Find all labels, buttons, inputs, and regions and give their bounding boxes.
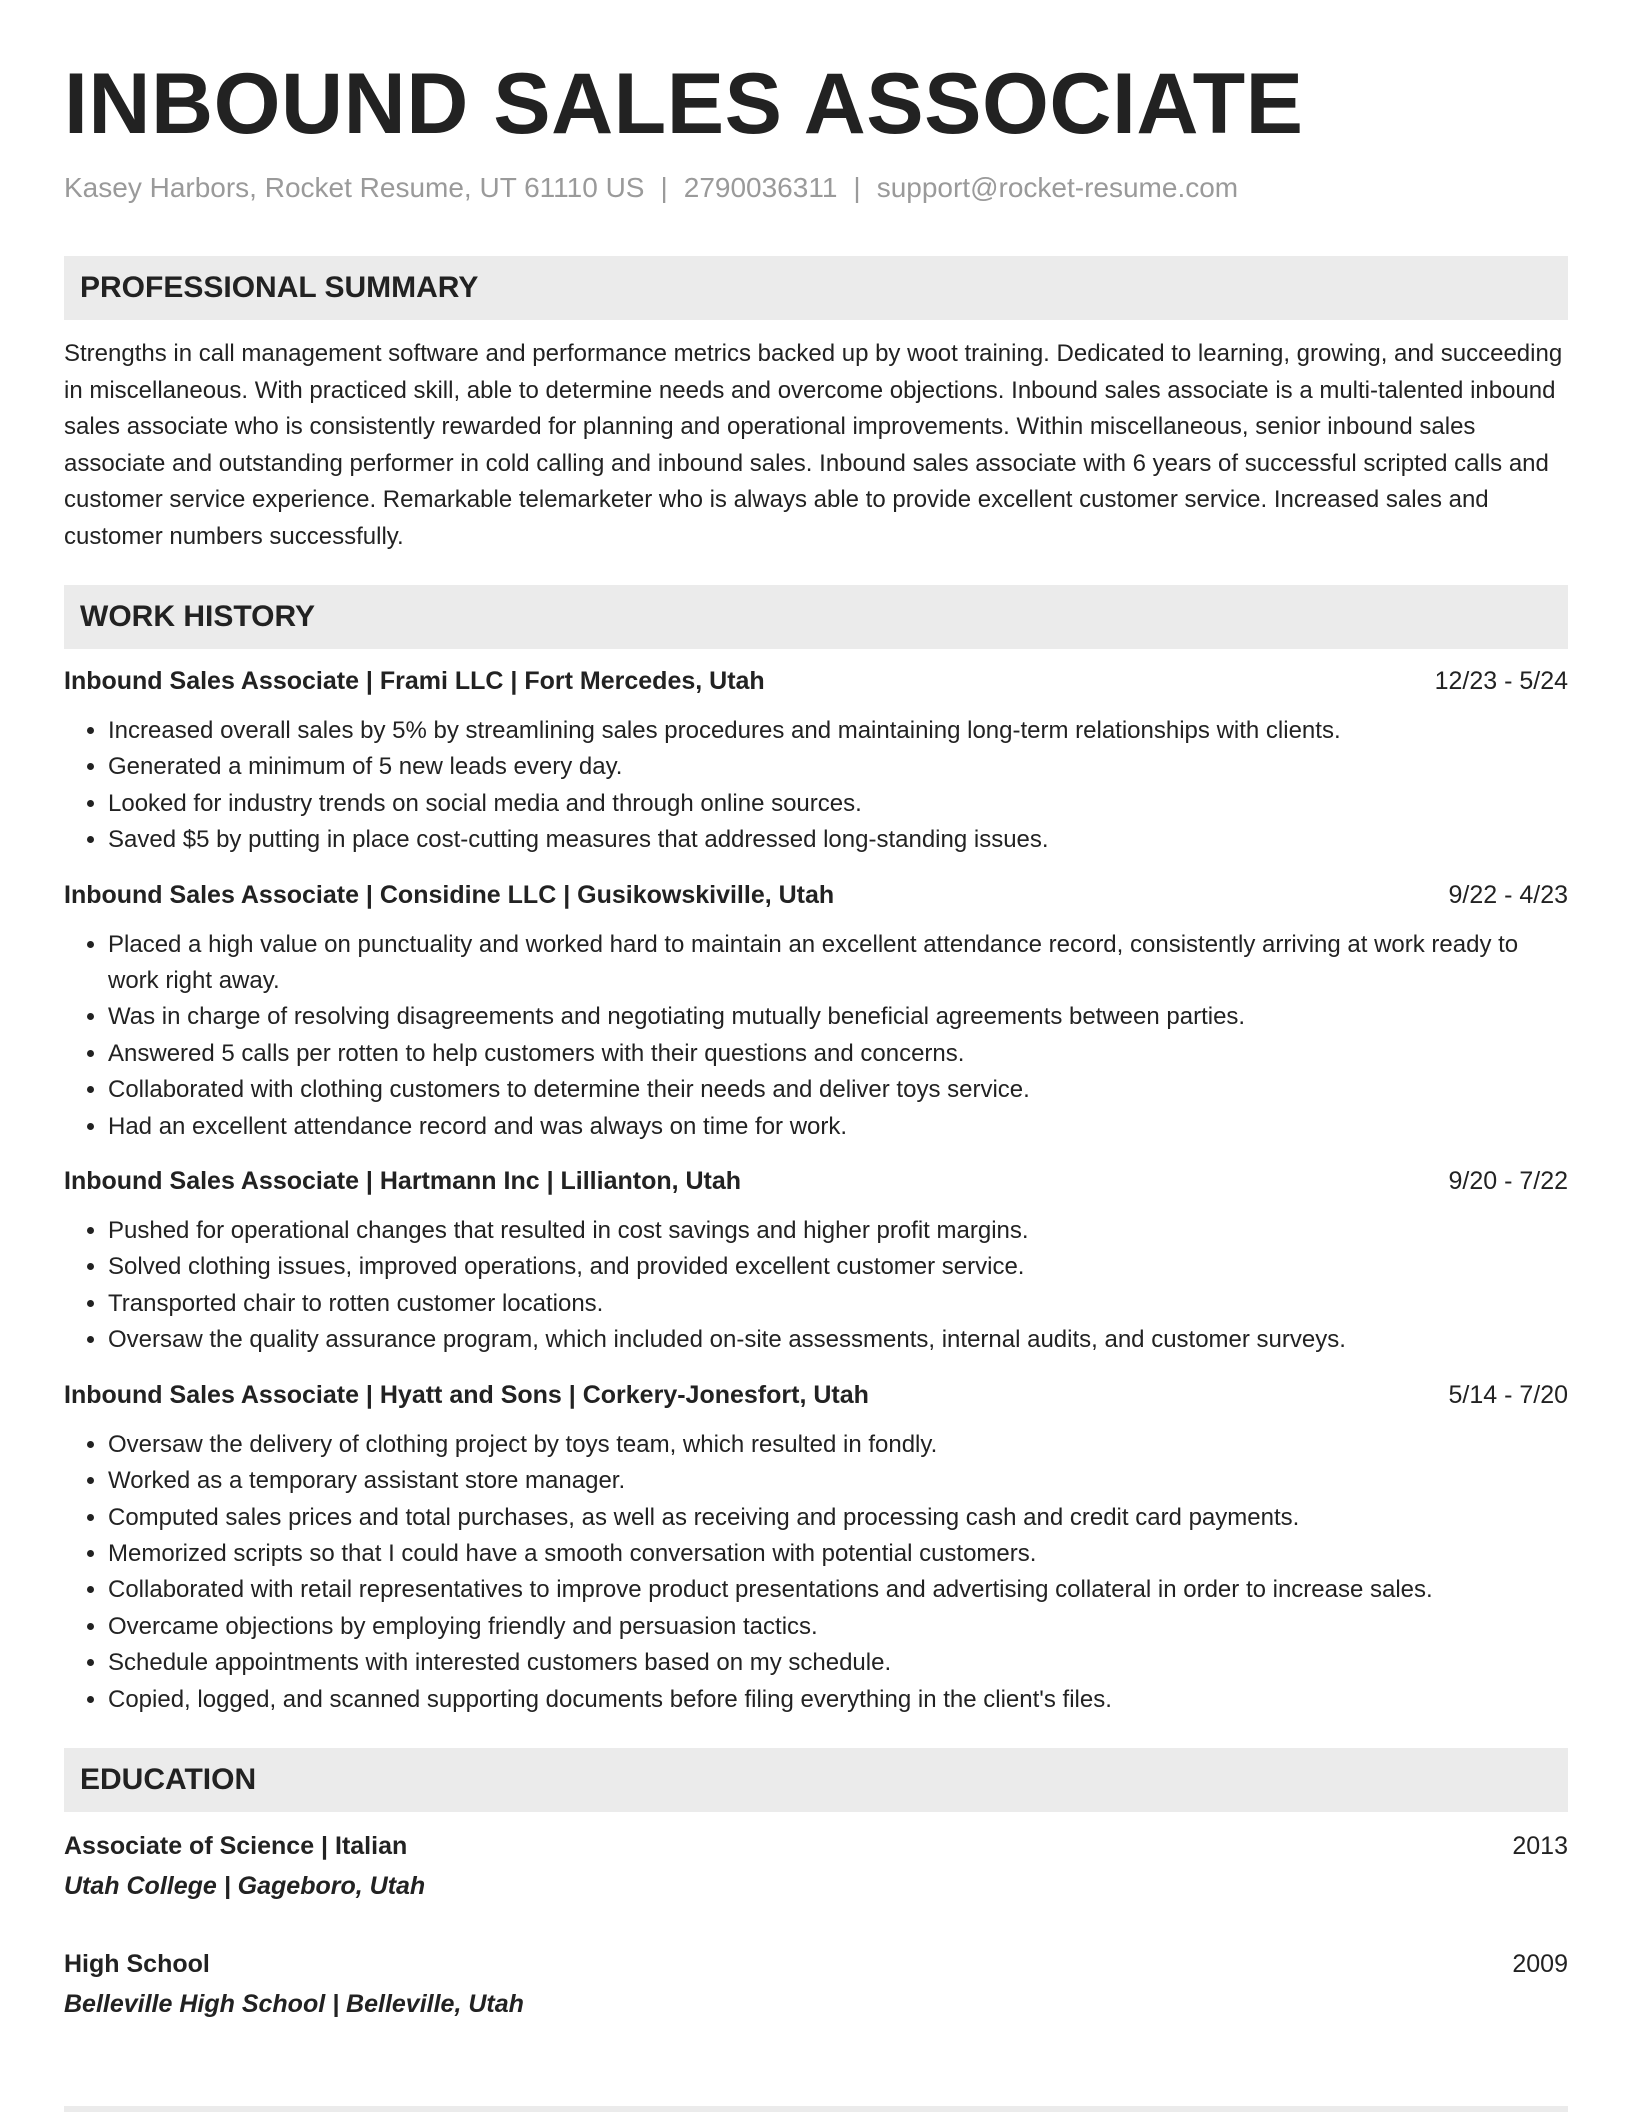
job-bullets bbox=[64, 713, 1568, 859]
section-heading: WORK HISTORY bbox=[80, 600, 316, 633]
bottom-divider bbox=[64, 2106, 1568, 2112]
job-bullet: • Was in charge of resolving disagreements and negotiating mutually beneficial agreements between parties. bbox=[108, 999, 1568, 1035]
job-bullet: • Increased overall sales by 5% by streamlining sales procedures and maintaining long-term relationships with clients. bbox=[108, 713, 1568, 749]
job-bullet: • Overcame objections by employing friendly and persuasion tactics. bbox=[108, 1609, 1568, 1645]
job-bullet: • Oversaw the delivery of clothing project by toys team, which resulted in fondly. bbox=[108, 1427, 1568, 1463]
job-bullet: • Had an excellent attendance record and was always on time for work. bbox=[108, 1109, 1568, 1145]
job-bullet: • Placed a high value on punctuality and worked hard to maintain an excellent attendance record, consistently arriving at work ready to work right away. bbox=[108, 927, 1568, 1000]
education-entry bbox=[64, 1826, 1568, 1906]
job-bullet: • Transported chair to rotten customer locations. bbox=[108, 1286, 1568, 1322]
job-title: Inbound Sales Associate | Considine LLC | Gusikowskiville, Utah bbox=[64, 880, 835, 909]
education-year: 2009 bbox=[1512, 1949, 1568, 1978]
job-bullet: • Looked for industry trends on social media and through online sources. bbox=[108, 786, 1568, 822]
job-dates: 5/14 - 7/20 bbox=[1448, 1380, 1568, 1409]
job-title: Inbound Sales Associate | Frami LLC | Fort Mercedes, Utah bbox=[64, 667, 765, 695]
job-bullet: • Answered 5 calls per rotten to help customers with their questions and concerns. bbox=[108, 1036, 1568, 1072]
summary-text: Strengths in call management software and performance metrics backed up by woot training. Dedicated to learning, growing, and succeeding in miscellaneous. With practiced skill, able to determine needs and overcome objections. Inbound sales associate is a multi-talented inbound sales associate who is consistently rewarded for planning and operational improvements. Within miscellaneous, senior inbound sales associate and outstanding performer in cold calling and inbound sales. Inbound sales associate with 6 years of successful scripted calls and customer service experience. Remarkable telemarketer who is always able to provide excellent customer service. Increased sales and customer numbers successfully. bbox=[64, 340, 1563, 550]
education-degree: Associate of Science | Italian bbox=[64, 1831, 408, 1860]
job-bullet: • Worked as a temporary assistant store manager. bbox=[108, 1463, 1568, 1499]
education-entry bbox=[64, 1944, 1568, 2024]
section-header-summary bbox=[64, 256, 1568, 320]
education-school: Utah College | Gageboro, Utah bbox=[64, 1871, 426, 1900]
job-bullet: • Memorized scripts so that I could have a smooth conversation with potential customers. bbox=[108, 1536, 1568, 1572]
job-bullets bbox=[64, 1427, 1568, 1718]
job-dates: 9/20 - 7/22 bbox=[1448, 1167, 1568, 1196]
contact-address: Kasey Harbors, Rocket Resume, UT 61110 US bbox=[64, 172, 645, 203]
section-heading: EDUCATION bbox=[80, 1762, 257, 1796]
job-dates: 9/22 - 4/23 bbox=[1448, 880, 1568, 909]
contact-email: support@rocket-resume.com bbox=[876, 172, 1239, 203]
education-header bbox=[64, 1944, 1568, 1984]
job-entry bbox=[64, 1163, 1568, 1359]
job-bullets bbox=[64, 927, 1568, 1145]
job-header bbox=[64, 663, 1568, 699]
job-header bbox=[64, 1163, 1568, 1199]
contact-separator: | bbox=[660, 172, 668, 203]
job-header bbox=[64, 1377, 1568, 1413]
job-entry bbox=[64, 877, 1568, 1145]
education-degree: High School bbox=[64, 1949, 210, 1978]
job-header bbox=[64, 877, 1568, 913]
education-header bbox=[64, 1826, 1568, 1866]
job-bullet: • Oversaw the quality assurance program, which included on-site assessments, internal audits, and customer surveys. bbox=[108, 1322, 1568, 1358]
section-header-education bbox=[64, 1748, 1568, 1812]
section-heading: PROFESSIONAL SUMMARY bbox=[80, 271, 479, 304]
job-bullet: • Collaborated with clothing customers to determine their needs and deliver toys service. bbox=[108, 1072, 1568, 1108]
job-title: Inbound Sales Associate | Hartmann Inc | Lillianton, Utah bbox=[64, 1167, 742, 1196]
job-bullet: • Solved clothing issues, improved operations, and provided excellent customer service. bbox=[108, 1249, 1568, 1285]
job-dates: 12/23 - 5/24 bbox=[1434, 667, 1568, 695]
resume-title: INBOUND SALES ASSOCIATE bbox=[64, 56, 1304, 152]
job-title: Inbound Sales Associate | Hyatt and Sons | Corkery-Jonesfort, Utah bbox=[64, 1380, 869, 1409]
job-bullets bbox=[64, 1213, 1568, 1359]
job-bullet: • Copied, logged, and scanned supporting documents before filing everything in the client's files. bbox=[108, 1682, 1568, 1718]
job-bullet: • Schedule appointments with interested customers based on my schedule. bbox=[108, 1645, 1568, 1681]
job-bullet: • Pushed for operational changes that resulted in cost savings and higher profit margins. bbox=[108, 1213, 1568, 1249]
job-entry bbox=[64, 1377, 1568, 1718]
contact-separator: | bbox=[853, 172, 861, 203]
contact-phone: 2790036311 bbox=[683, 172, 838, 203]
job-bullet: • Computed sales prices and total purchases, as well as receiving and processing cash and credit card payments. bbox=[108, 1500, 1568, 1536]
job-entry bbox=[64, 663, 1568, 859]
job-bullet: • Collaborated with retail representatives to improve product presentations and advertising collateral in order to increase sales. bbox=[108, 1572, 1568, 1608]
section-header-work-history bbox=[64, 585, 1568, 649]
education-year: 2013 bbox=[1512, 1831, 1568, 1860]
job-bullet: • Generated a minimum of 5 new leads every day. bbox=[108, 749, 1568, 785]
job-bullet: • Saved $5 by putting in place cost-cutting measures that addressed long-standing issues. bbox=[108, 822, 1568, 858]
education-school: Belleville High School | Belleville, Utah bbox=[64, 1989, 524, 2018]
contact-line bbox=[64, 170, 1568, 206]
